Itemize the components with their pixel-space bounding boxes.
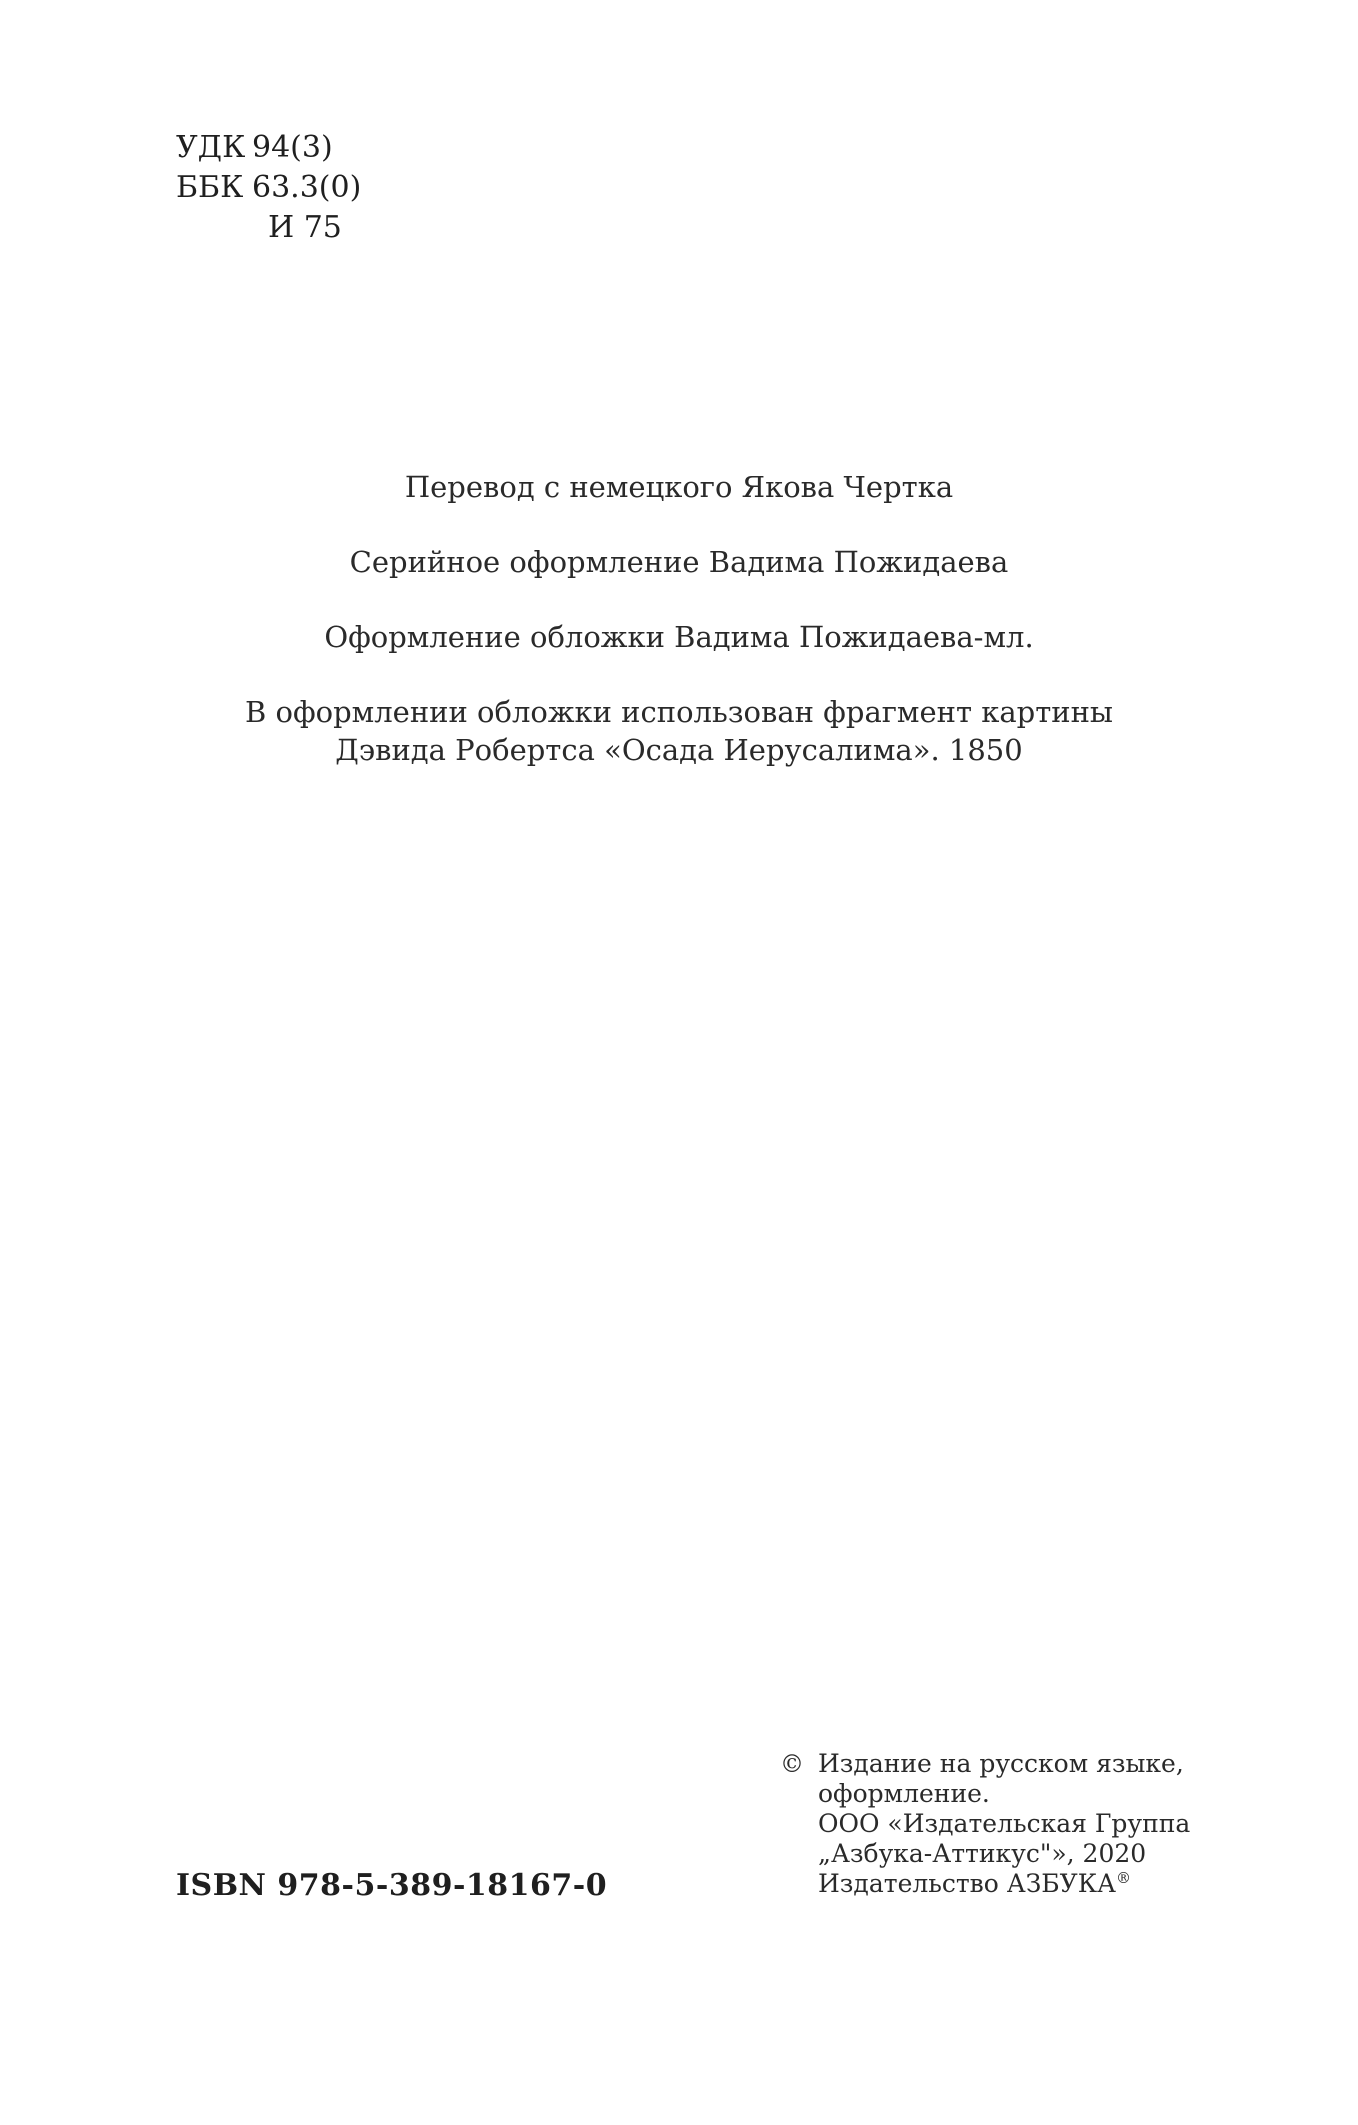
copyright-lines: [818, 1749, 1190, 1899]
cover-design-credit: Оформление обложки Вадима Пожидаева-мл.: [324, 620, 1034, 654]
udk-row: [176, 128, 361, 168]
copyright-line-1: Издание на русском языке,: [818, 1749, 1184, 1778]
copyright-line-3: ООО «Издательская Группа: [818, 1809, 1191, 1838]
cover-art-line-1: В оформлении обложки использован фрагмент картины: [244, 695, 1114, 729]
author-mark: И 75: [268, 210, 342, 245]
translation-credit: Перевод с немецкого Якова Чертка: [404, 470, 954, 504]
udk-value: 94(3): [252, 130, 333, 165]
copyright-icon: ©: [780, 1750, 804, 1778]
copyright-line-4: „Азбука-Аттикус"», 2020: [818, 1839, 1147, 1868]
registered-mark: ®: [1116, 1869, 1131, 1887]
cover-art-credit: [0, 693, 1358, 769]
series-design-credit: Серийное оформление Вадима Пожидаева: [349, 545, 1009, 579]
bbk-label: ББК: [176, 170, 244, 205]
copyright-line-2: оформление.: [818, 1779, 990, 1808]
classification-block: [176, 128, 361, 248]
author-mark-row: [176, 208, 361, 248]
udk-label: УДК: [176, 130, 246, 165]
copyright-line-5-wrap: [818, 1869, 1190, 1899]
copyright-block: [780, 1749, 1190, 1899]
bbk-value: 63.3(0): [252, 170, 362, 205]
credits-block: [0, 468, 1358, 806]
copyright-line-5: Издательство АЗБУКА: [818, 1869, 1116, 1898]
isbn: ISBN 978-5-389-18167-0: [176, 1868, 608, 1903]
cover-art-line-2: Дэвида Робертса «Осада Иерусалима». 1850: [335, 733, 1023, 767]
bbk-row: [176, 168, 361, 208]
